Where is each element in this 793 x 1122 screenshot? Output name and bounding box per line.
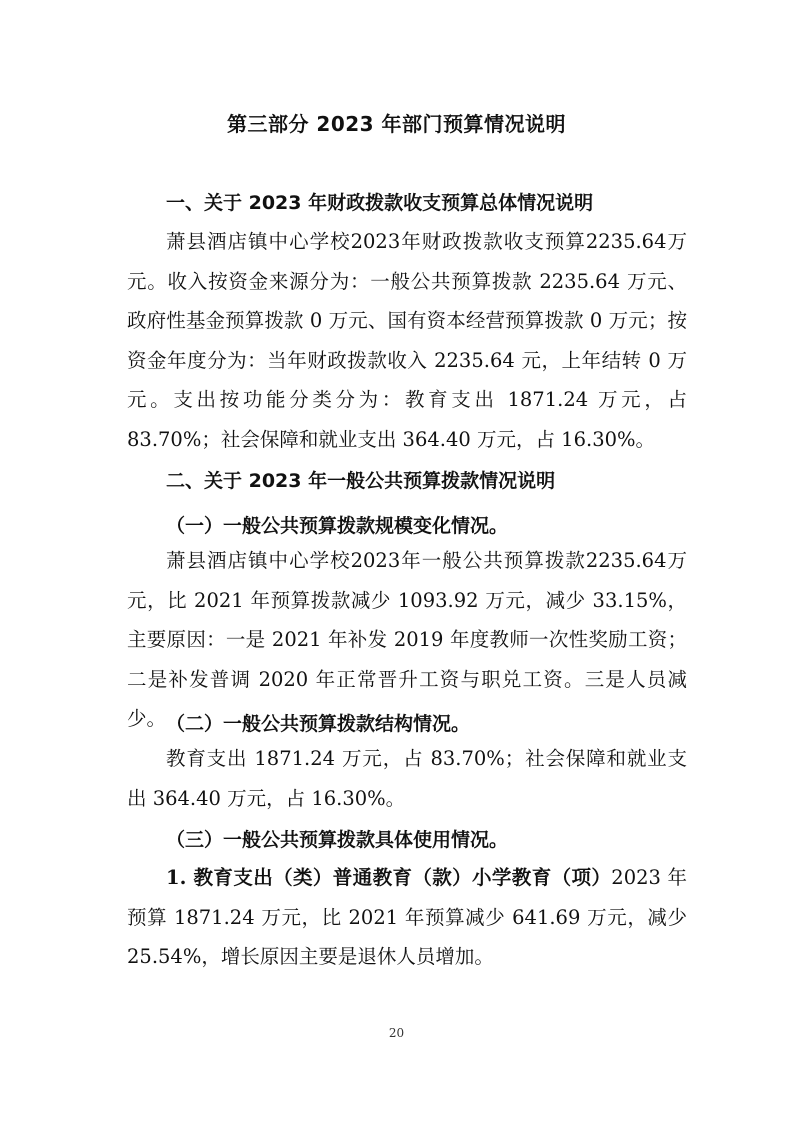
subsection-1-paragraph: 萧县酒店镇中心学校2023年一般公共预算拨款2235.64万元，比 2021 年预算拨款减少 1093.92 万元，减少 33.15%，主要原因：一是 2021 年补发 2019 年度教师一次性奖励工资；二是补发普调 2020 年正常晋升工资与职兑工资。三是人员减少。	[127, 549, 687, 730]
subsection-3-paragraph	[127, 858, 687, 977]
item-1-text: 2023 年预算 1871.24 万元，比 2021 年预算减少 641.69 万元，减少 25.54%，增长原因主要是退休人员增加。	[127, 866, 687, 968]
subsection-2-heading: （二）一般公共预算拨款结构情况。	[166, 713, 471, 735]
page-title: 第三部分 2023 年部门预算情况说明	[226, 112, 567, 136]
subsection-2-paragraph: 教育支出 1871.24 万元，占 83.70%；社会保障和就业支出 364.40 万元，占 16.30%。	[127, 747, 687, 810]
subsection-1-heading: （一）一般公共预算拨款规模变化情况。	[166, 515, 509, 537]
section-2-heading: 二、关于 2023 年一般公共预算拨款情况说明	[166, 470, 556, 492]
item-1-lead: 1. 教育支出（类）普通教育（款）小学教育（项）	[166, 866, 612, 889]
section-1-paragraph: 萧县酒店镇中心学校2023年财政拨款收支预算2235.64万元。收入按资金来源分为：一般公共预算拨款 2235.64 万元、政府性基金预算拨款 0 万元、国有资本经营预算拨款 0 万元；按资金年度分为：当年财政拨款收入 2235.64 元，上年结转 0 万元。支出按功能分类分为：教育支出 1871.24 万元，占 83.70%；社会保障和就业支出 364.40 万元，占 16.30%。	[127, 230, 687, 451]
subsection-3-heading: （三）一般公共预算拨款具体使用情况。	[166, 829, 509, 851]
section-1-heading: 一、关于 2023 年财政拨款收支预算总体情况说明	[166, 192, 594, 214]
page-number: 20	[388, 1026, 405, 1040]
